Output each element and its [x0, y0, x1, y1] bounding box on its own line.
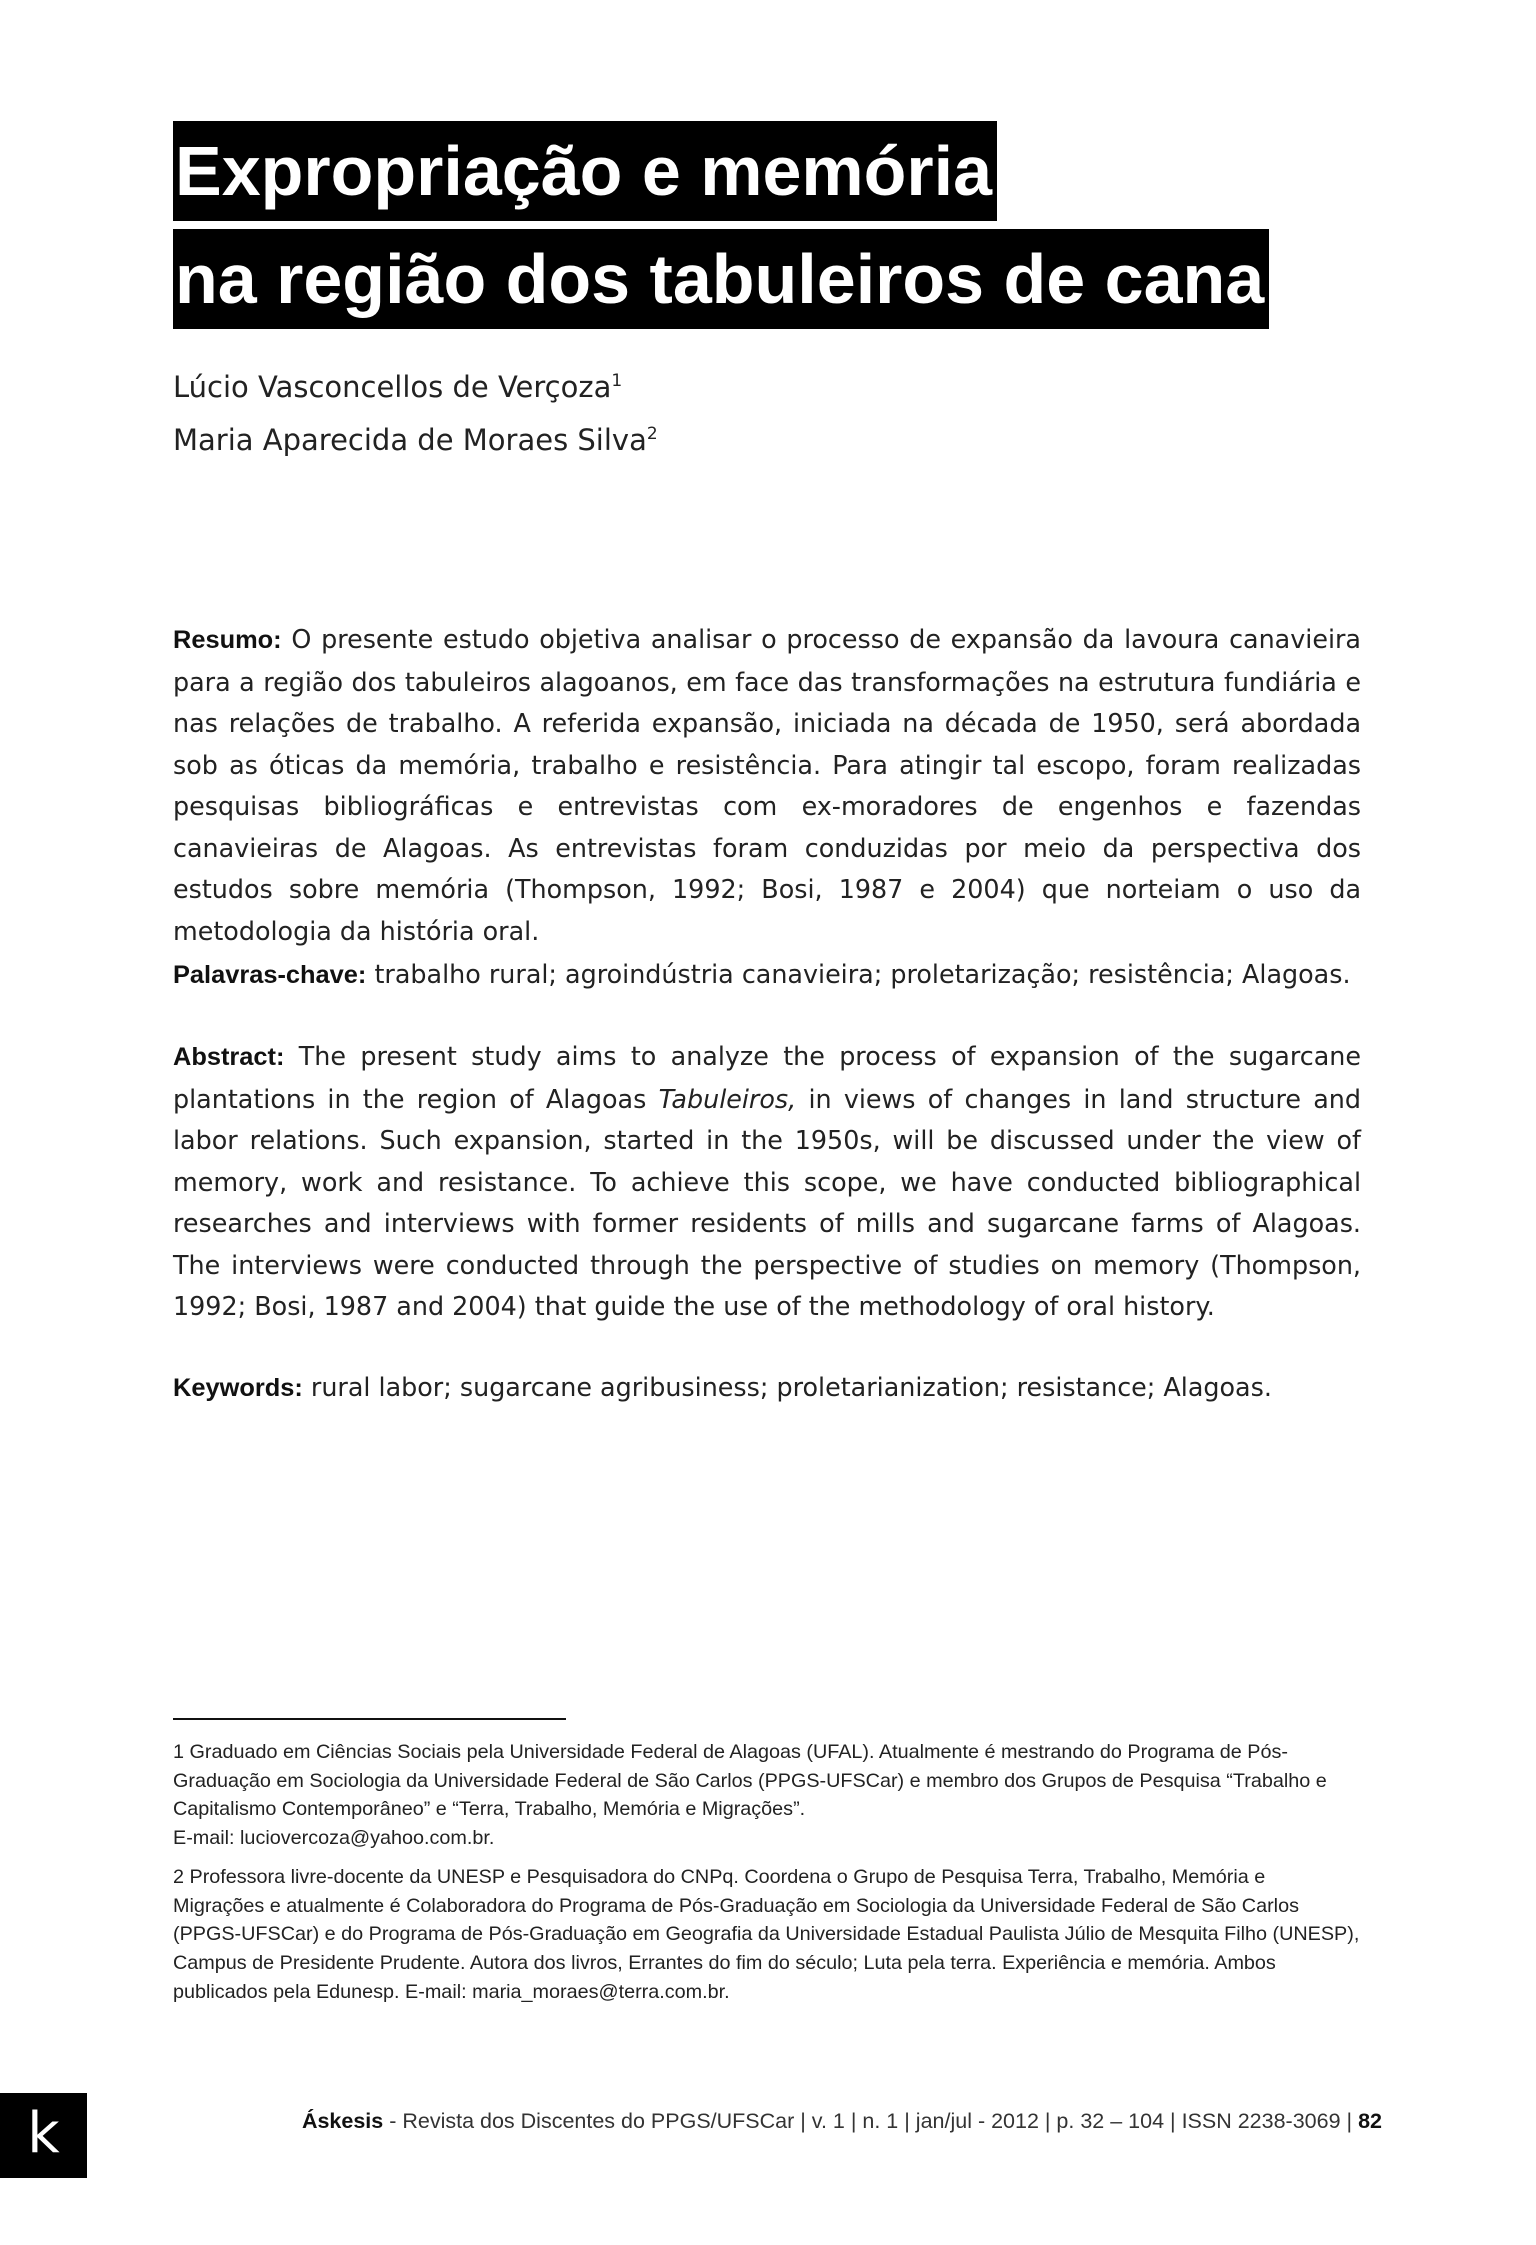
abstract-italic-term: Tabuleiros, — [658, 1083, 797, 1114]
footnote-text: 2 Professora livre-docente da UNESP e Pesquisadora do CNPq. Coordena o Grupo de Pesquisa Terra, Trabalho, Memória e Migrações e atualmente é Colaboradora do Programa de Pós-Graduação em Sociologia da Universidade Federal de São Carlos (PPGS-UFSCar) e do Programa de Pós-Graduação em Geografia da Universidade Estadual Paulista Júlio de Mesquita Filho (UNESP), Campus de Presidente Prudente. Autora dos livros, Errantes do fim do século; Luta pela terra. Experiência e memória. Ambos publicados pela Edunesp. E-mail: maria_moraes@terra.com.br. — [173, 1866, 1360, 2003]
page-number: 82 — [1358, 2109, 1382, 2133]
footnote-ref[interactable]: 1 — [611, 371, 623, 391]
footnote-1 — [173, 1738, 1361, 1853]
resumo-paragraph — [173, 619, 1361, 952]
footnote-text: 1 Graduado em Ciências Sociais pela Universidade Federal de Alagoas (UFAL). Atualmente é mestrando do Programa de Pós-Graduação em Sociologia da Universidade Federal de São Carlos (PPGS-UFSCar) e membro dos Grupos de Pesquisa “Trabalho e Capitalismo Contemporâneo” e “Terra, Trabalho, Memória e Migrações”. — [173, 1741, 1327, 1821]
footnote-divider — [173, 1718, 566, 1720]
abstract-text-start: The present study aims to analyze the process of expansion of the sugarcane plantations in the region of Alagoas — [173, 1041, 1361, 1114]
page-footer — [173, 2106, 1382, 2136]
palavras-chave-paragraph — [173, 954, 1361, 997]
article-title-line-1: Expropriação e memória — [173, 121, 997, 221]
abstract-paragraph — [173, 1036, 1361, 1328]
resumo-label: Resumo: — [173, 626, 282, 654]
footer-citation: - Revista dos Discentes do PPGS/UFSCar | v. 1 | n. 1 | jan/jul - 2012 | p. 32 – 104 | ISSN 2238-3069 | — [383, 2109, 1359, 2133]
resumo-text: O presente estudo objetiva analisar o processo de expansão da lavoura canavieira para a região dos tabuleiros alagoanos, em face das transformações na estrutura fundiária e nas relações de trabalho. A referida expansão, iniciada na década de 1950, será abordada sob as óticas da memória, trabalho e resistência. Para atingir tal escopo, foram realizadas pesquisas bibliográficas e entrevistas com ex-moradores de engenhos e fazendas canavieiras de Alagoas. As entrevistas foram conduzidas por meio da perspectiva dos estudos sobre memória (Thompson, 1992; Bosi, 1987 e 2004) que norteiam o uso da metodologia da história oral. — [173, 624, 1361, 946]
keywords-paragraph — [173, 1367, 1361, 1410]
palavras-chave-label: Palavras-chave: — [173, 961, 367, 989]
keywords-label: Keywords: — [173, 1374, 303, 1402]
abstract-text-end: in views of changes in land structure and labor relations. Such expansion, started in the 1950s, will be discussed under the view of memory, work and resistance. To achieve this scope, we have conducted bibliographical researches and interviews with former residents of mills and sugarcane farms of Alagoas. The interviews were conducted through the perspective of studies on memory (Thompson, 1992; Bosi, 1987 and 2004) that guide the use of the methodology of oral history. — [173, 1083, 1361, 1321]
author-name: Lúcio Vasconcellos de Verçoza — [173, 370, 612, 404]
author-2 — [173, 420, 658, 460]
author-name: Maria Aparecida de Moraes Silva — [173, 423, 647, 457]
abstract-label: Abstract: — [173, 1043, 285, 1071]
keywords-text: rural labor; sugarcane agribusiness; proletarianization; resistance; Alagoas. — [310, 1372, 1272, 1402]
footnote-ref[interactable]: 2 — [646, 424, 658, 444]
author-1 — [173, 367, 622, 407]
footnote-2 — [173, 1863, 1361, 2007]
article-title-line-2: na região dos tabuleiros de cana — [173, 229, 1269, 329]
footer-journal-name: Áskesis — [301, 2109, 384, 2133]
journal-logo: k — [0, 2093, 87, 2178]
palavras-chave-text: trabalho rural; agroindústria canavieira; proletarização; resistência; Alagoas. — [374, 959, 1351, 989]
footnote-email: E-mail: luciovercoza@yahoo.com.br. — [173, 1827, 495, 1850]
